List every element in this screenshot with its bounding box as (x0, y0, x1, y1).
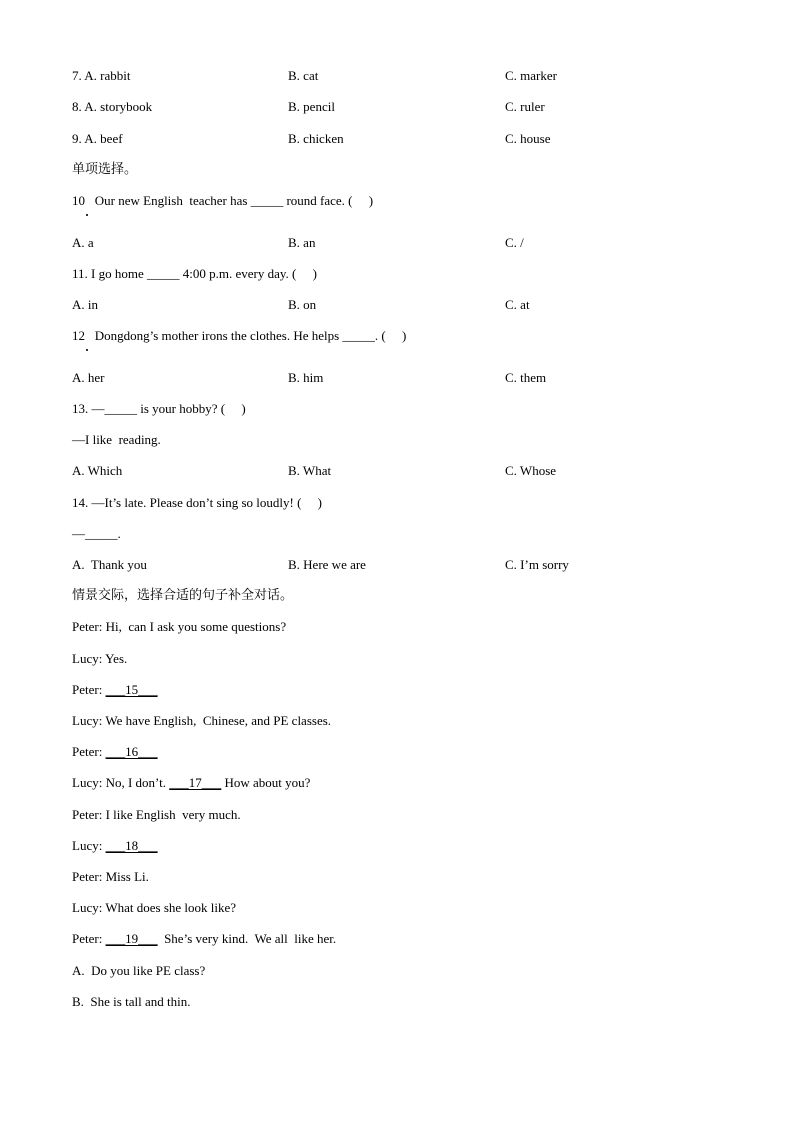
blank-17: ___17___ (169, 775, 222, 790)
section-heading-dialogue: 情景交际，选择合适的句子补全对话。 (72, 588, 294, 603)
q13-stem: 13. —_____ is your hobby? ( ) (72, 401, 246, 416)
speaker-label: Peter: (72, 744, 106, 759)
blank-16: ___16___ (105, 744, 158, 759)
q10-stem: 10 Our new English teacher has _____ round face. ( ) (72, 193, 374, 208)
dialogue-line-7: Peter: I like English very much. (72, 807, 241, 822)
q9-option-b: B. chicken (288, 131, 344, 146)
dialogue-choice-a: A. Do you like PE class? (72, 963, 206, 978)
q12-dot-mark (86, 349, 88, 351)
q11-stem: 11. I go home _____ 4:00 p.m. every day. ( ) (72, 266, 317, 281)
q13-options (0, 463, 794, 479)
q11-option-a: A. in (72, 297, 98, 312)
line-text: She’s very kind. We all like her. (157, 931, 337, 946)
dialogue-choice-b: B. She is tall and thin. (72, 994, 191, 1009)
q7-option-a: 7. A. rabbit (72, 68, 131, 83)
q8-option-a: 8. A. storybook (72, 99, 153, 114)
dialogue-line-11 (72, 931, 336, 947)
q10-dot-mark (86, 214, 88, 216)
q14-answer-line: —_____. (72, 526, 121, 541)
q9-options (0, 131, 794, 147)
q12-options (0, 370, 794, 386)
dialogue-line-4: Lucy: We have English, Chinese, and PE classes. (72, 713, 332, 728)
q10-option-c: C. / (505, 235, 524, 250)
q9-option-a: 9. A. beef (72, 131, 123, 146)
q7-option-c: C. marker (505, 68, 557, 83)
q11-options (0, 297, 794, 313)
section-heading-single-choice: 单项选择。 (72, 162, 138, 177)
dialogue-line-2: Lucy: Yes. (72, 651, 128, 666)
blank-15: ___15___ (105, 682, 158, 697)
dialogue-line-10: Lucy: What does she look like? (72, 900, 237, 915)
dialogue-line-6 (72, 775, 310, 791)
q9-option-c: C. house (505, 131, 551, 146)
q14-option-b: B. Here we are (288, 557, 366, 572)
q12-option-a: A. her (72, 370, 105, 385)
q13-option-c: C. Whose (505, 463, 557, 478)
dialogue-line-1: Peter: Hi, can I ask you some questions? (72, 619, 287, 634)
q8-option-c: C. ruler (505, 99, 545, 114)
q14-option-a: A. Thank you (72, 557, 147, 572)
speaker-label: Peter: (72, 931, 106, 946)
line-text: How about you? (221, 775, 311, 790)
q7-option-b: B. cat (288, 68, 319, 83)
q8-option-b: B. pencil (288, 99, 335, 114)
dialogue-line-9: Peter: Miss Li. (72, 869, 149, 884)
blank-18: ___18___ (105, 838, 158, 853)
q14-stem: 14. —It’s late. Please don’t sing so loudly! ( ) (72, 495, 322, 510)
dialogue-line-8 (72, 838, 158, 854)
q11-option-b: B. on (288, 297, 317, 312)
q10-options (0, 235, 794, 251)
line-text: Lucy: No, I don’t. (72, 775, 170, 790)
q13-option-b: B. What (288, 463, 332, 478)
q12-stem: 12 Dongdong’s mother irons the clothes. He helps _____. ( ) (72, 328, 407, 343)
q12-option-b: B. him (288, 370, 324, 385)
dialogue-line-5 (72, 744, 158, 760)
blank-19: ___19___ (105, 931, 158, 946)
q13-answer-line: —I like reading. (72, 432, 161, 447)
q14-option-c: C. I’m sorry (505, 557, 569, 572)
q14-options (0, 557, 794, 573)
q10-option-b: B. an (288, 235, 316, 250)
q7-options (0, 68, 794, 84)
q10-option-a: A. a (72, 235, 94, 250)
q12-option-c: C. them (505, 370, 547, 385)
speaker-label: Lucy: (72, 838, 106, 853)
dialogue-line-3 (72, 682, 158, 698)
q11-option-c: C. at (505, 297, 530, 312)
q13-option-a: A. Which (72, 463, 123, 478)
speaker-label: Peter: (72, 682, 106, 697)
q8-options (0, 99, 794, 115)
